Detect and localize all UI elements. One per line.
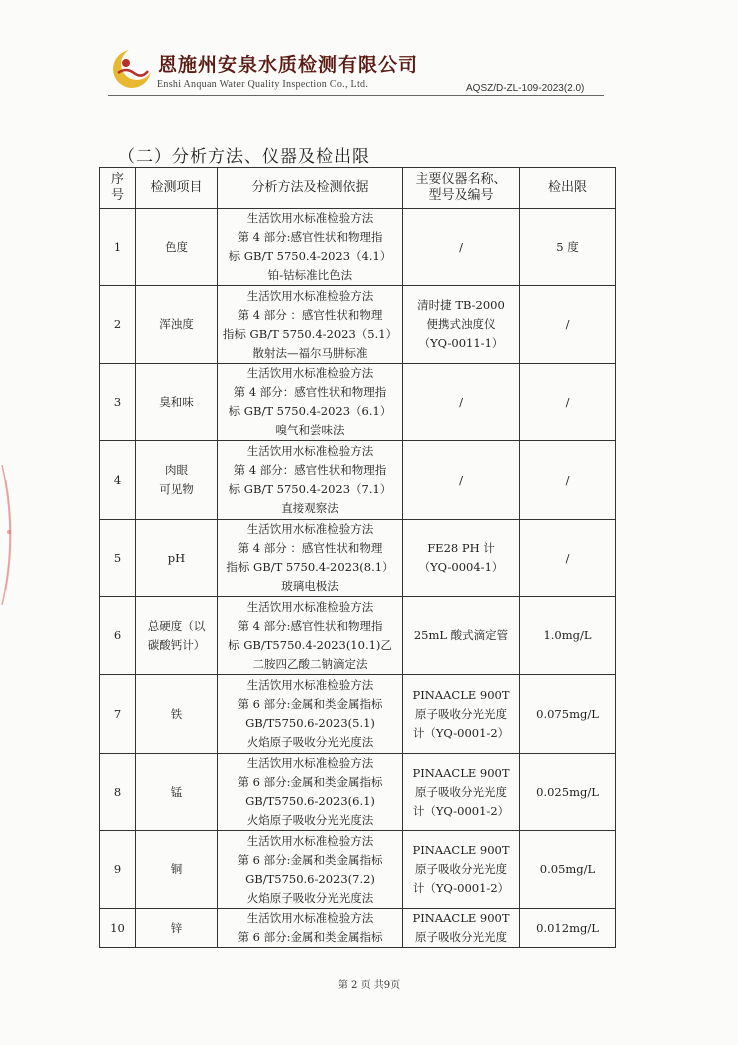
cell-item: 铁 [136,675,218,754]
cell-method: 生活饮用水标准检验方法 第 6 部分:金属和类金属指标 GB/T5750.6-2023(6.1) 火焰原子吸收分光光度法 [218,754,403,831]
table-row [100,597,616,675]
cell-item: pH [136,520,218,597]
cell-item: 浑浊度 [136,286,218,364]
cell-instrument: PINAACLE 900T 原子吸收分光光度 [403,909,520,948]
cell-limit: 0.05mg/L [520,831,616,909]
cell-no: 1 [100,209,136,286]
cell-method: 生活饮用水标准检验方法 第 4 部分：感官性状和物理指 标 GB/T 5750.4-2023（7.1） 直接观察法 [218,441,403,520]
table-row [100,831,616,909]
cell-limit: / [520,364,616,441]
table-row [100,364,616,441]
cell-method: 生活饮用水标准检验方法 第 4 部分 ：感官性状和物理 指标 GB/T 5750.4-2023(8.1） 玻璃电极法 [218,520,403,597]
cell-item: 总硬度（以 碳酸钙计） [136,597,218,675]
header-limit: 检出限 [520,168,616,209]
cell-method: 生活饮用水标准检验方法 第 4 部分:感官性状和物理指 标 GB/T5750.4-2023(10.1)乙 二胺四乙酸二钠滴定法 [218,597,403,675]
table-row [100,286,616,364]
cell-no: 6 [100,597,136,675]
cell-no: 5 [100,520,136,597]
header-no: 序 号 [100,168,136,209]
cell-no: 9 [100,831,136,909]
cell-item: 色度 [136,209,218,286]
cell-method: 生活饮用水标准检验方法 第 6 部分:金属和类金属指标 GB/T5750.6-2023(5.1) 火焰原子吸收分光光度法 [218,675,403,754]
cell-method: 生活饮用水标准检验方法 第 6 部分:金属和类金属指标 [218,909,403,948]
cell-method: 生活饮用水标准检验方法 第 4 部分:感官性状和物理指 标 GB/T 5750.4-2023（4.1） 铂-钴标准比色法 [218,209,403,286]
cell-instrument: / [403,364,520,441]
cell-limit: 1.0mg/L [520,597,616,675]
company-name-en: Enshi Anquan Water Quality Inspection Co., Ltd. [157,79,369,90]
cell-instrument: 清时捷 TB-2000 便携式浊度仪 （YQ-0011-1） [403,286,520,364]
cell-method: 生活饮用水标准检验方法 第 4 部分：感官性状和物理指 标 GB/T 5750.4-2023（6.1） 嗅气和尝味法 [218,364,403,441]
header-divider [108,95,604,96]
cell-limit: 0.012mg/L [520,909,616,948]
cell-limit: 5 度 [520,209,616,286]
cell-no: 3 [100,364,136,441]
cell-no: 10 [100,909,136,948]
section-title: （二）分析方法、仪器及检出限 [118,147,370,167]
table-row [100,209,616,286]
cell-limit: 0.075mg/L [520,675,616,754]
cell-no: 7 [100,675,136,754]
cell-instrument: PINAACLE 900T 原子吸收分光光度 计（YQ-0001-2） [403,754,520,831]
cell-item: 铜 [136,831,218,909]
cell-limit: / [520,520,616,597]
cell-item: 臭和味 [136,364,218,441]
cell-method: 生活饮用水标准检验方法 第 6 部分:金属和类金属指标 GB/T5750.6-2023(7.2) 火焰原子吸收分光光度法 [218,831,403,909]
cell-no: 4 [100,441,136,520]
cell-limit: 0.025mg/L [520,754,616,831]
cell-limit: / [520,441,616,520]
cell-item: 锰 [136,754,218,831]
header-item: 检测项目 [136,168,218,209]
cell-item: 肉眼 可见物 [136,441,218,520]
table-row [100,675,616,754]
cell-instrument: PINAACLE 900T 原子吸收分光光度 计（YQ-0001-2） [403,675,520,754]
cell-no: 8 [100,754,136,831]
company-logo [110,47,154,91]
seal-stamp-fragment [0,460,22,610]
document-code: AQSZ/D-ZL-109-2023(2.0) [466,83,585,94]
cell-limit: / [520,286,616,364]
methods-table [99,167,616,948]
table-row [100,520,616,597]
table-row [100,441,616,520]
cell-no: 2 [100,286,136,364]
header-method: 分析方法及检测依据 [218,168,403,209]
cell-instrument: FE28 PH 计 （YQ-0004-1） [403,520,520,597]
cell-item: 锌 [136,909,218,948]
cell-instrument: PINAACLE 900T 原子吸收分光光度 计（YQ-0001-2） [403,831,520,909]
table-header-row [100,168,616,209]
page-footer: 第 2 页 共9页 [337,980,401,991]
header-instrument: 主要仪器名称、 型号及编号 [403,168,520,209]
cell-instrument: / [403,441,520,520]
table-row [100,754,616,831]
cell-method: 生活饮用水标准检验方法 第 4 部分 ：感官性状和物理 指标 GB/T 5750.4-2023（5.1） 散射法—福尔马肼标准 [218,286,403,364]
company-name-cn: 恩施州安泉水质检测有限公司 [158,54,419,76]
cell-instrument: 25mL 酸式滴定管 [403,597,520,675]
cell-instrument: / [403,209,520,286]
table-row [100,909,616,948]
